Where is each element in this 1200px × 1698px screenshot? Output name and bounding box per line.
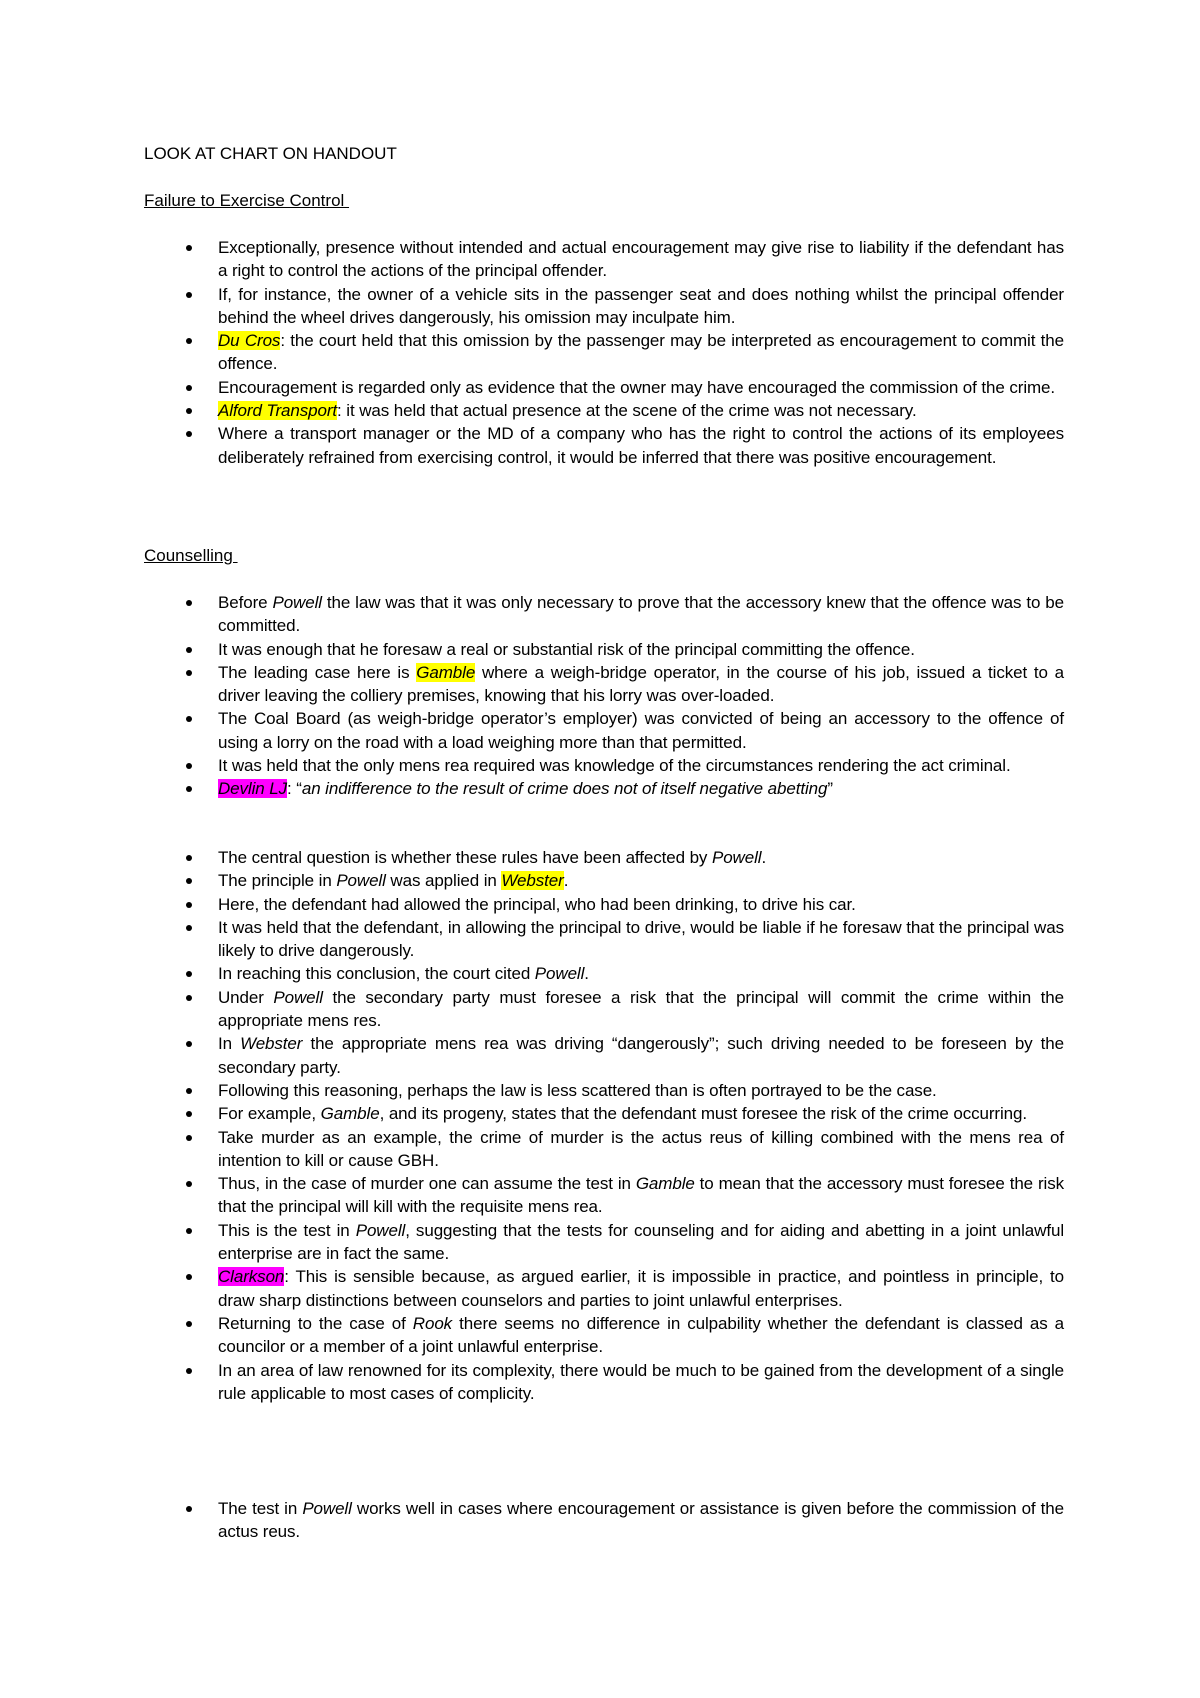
list-item-text: Where a transport manager or the MD of a company who has the right to control the actions of its employees deliberately refrained from exercising control, it would be inferred that there was positive encouragement. (218, 424, 1064, 467)
bullet-icon (186, 338, 192, 344)
case-name: Gamble (635, 1174, 695, 1194)
page-heading: LOOK AT CHART ON HANDOUT (144, 144, 397, 163)
bullet-icon (186, 855, 192, 861)
list-item (144, 754, 1064, 777)
case-name-highlight: Webster (501, 871, 564, 891)
bullet-icon (186, 1274, 192, 1280)
list-item (144, 1359, 1064, 1406)
list-item-text: Before (218, 593, 273, 612)
quotation: an indifference to the result of crime does not of itself negative abetting (301, 779, 828, 799)
list-item-text: . (563, 871, 569, 891)
bullet-icon (186, 1506, 192, 1512)
list-item-text: Encouragement is regarded only as evidence that the owner may have encouraged the commission of the crime. (218, 377, 1056, 397)
list-item-text: Under (218, 987, 274, 1007)
list-item (144, 422, 1064, 469)
list-item (144, 1172, 1064, 1219)
case-name: Powell (711, 848, 762, 867)
bullet-icon (186, 1135, 192, 1141)
section-title-failure-to-exercise-control: Failure to Exercise Control (144, 191, 350, 210)
list-item-text: In reaching this conclusion, the court cited (218, 964, 535, 984)
bullet-icon (186, 670, 192, 676)
list-item (144, 1312, 1064, 1359)
list-item-text: to mean that the accessory must foresee the risk that the principal will kill with the requisite mens rea. (218, 1174, 1064, 1217)
bullet-icon (186, 786, 192, 792)
case-name: Powell (534, 964, 585, 984)
list-item-text: The principle in (218, 871, 337, 891)
list-item-text: the appropriate mens rea was driving “dangerously”; such driving needed to be foreseen by the secondary party. (218, 1034, 1064, 1077)
list-item (144, 1265, 1064, 1312)
case-name: Powell (273, 987, 323, 1007)
list-item (144, 1126, 1064, 1173)
list-item (144, 869, 1064, 892)
bullet-icon (186, 902, 192, 908)
case-name-highlight: Alford Transport (218, 401, 338, 421)
case-name: Powell (272, 593, 322, 612)
bullet-icon (186, 716, 192, 722)
list-item (144, 399, 1064, 422)
list-item-text: , and its progeny, states that the defendant must foresee the risk of the crime occurring. (379, 1104, 1027, 1124)
bullet-icon (186, 878, 192, 884)
list-item-text: In an area of law renowned for its complexity, there would be much to be gained from the development of a single rule applicable to most cases of complicity. (218, 1360, 1064, 1403)
list-item-text: Take murder as an example, the crime of murder is the actus reus of killing combined with the mens rea of intention to kill or cause GBH. (218, 1127, 1064, 1170)
list-item-text: Returning to the case of (218, 1313, 413, 1333)
case-name: Rook (412, 1313, 453, 1333)
list-item-text: where a weigh-bridge operator, in the course of his job, issued a ticket to a driver leaving the colliery premises, knowing that his lorry was over-loaded. (218, 662, 1064, 706)
list-item-text: the law was that it was only necessary to prove that the accessory knew that the offence was to be committed. (218, 593, 1064, 636)
list-item (144, 1497, 1064, 1544)
list-item (144, 376, 1064, 399)
bullet-icon (186, 431, 192, 437)
list-item-text: The test in (218, 1499, 303, 1518)
case-name: Powell (355, 1220, 406, 1240)
list-item-text: If, for instance, the owner of a vehicle sits in the passenger seat and does nothing whilst the principal offender behind the wheel drives dangerously, his omission may inculpate him. (218, 284, 1064, 327)
list-item-text: there seems no difference in culpability whether the defendant is classed as a councilor or a member of a joint unlawful enterprise. (218, 1313, 1064, 1357)
list-item-text: ” (827, 779, 833, 799)
list-item-text: was applied in (385, 871, 502, 891)
bullet-icon (186, 600, 192, 606)
list-item (144, 986, 1064, 1033)
list-item-text: It was held that the only mens rea required was knowledge of the circumstances rendering the act criminal. (218, 756, 1011, 776)
list-item-text: It was enough that he foresaw a real or substantial risk of the principal committing the offence. (218, 639, 915, 659)
case-name: Gamble (320, 1104, 380, 1124)
list-item (144, 236, 1064, 283)
bullet-icon (186, 1088, 192, 1094)
list-item-text: , suggesting that the tests for counseling and for aiding and abetting in a joint unlawful enterprise are in fact the same. (218, 1220, 1064, 1264)
list-item (144, 1219, 1064, 1266)
list-item (144, 1032, 1064, 1079)
bullet-icon (186, 245, 192, 251)
list-item (144, 916, 1064, 963)
list-item-text: works well in cases where encouragement or assistance is given before the commission of the actus reus. (218, 1499, 1064, 1542)
bullet-icon (186, 1368, 192, 1374)
case-name: Powell (336, 871, 386, 891)
bullet-list-counselling (144, 591, 1064, 801)
bullet-icon (186, 1181, 192, 1187)
bullet-list-closing (144, 1497, 1064, 1544)
case-name: Webster (240, 1034, 303, 1054)
list-item-text: : “ (287, 779, 302, 799)
bullet-icon (186, 1041, 192, 1047)
list-item (144, 1079, 1064, 1102)
list-item (144, 661, 1064, 708)
list-item-text: : it was held that actual presence at the scene of the crime was not necessary. (337, 401, 917, 421)
list-item-text: : This is sensible because, as argued earlier, it is impossible in practice, and pointless in principle, to draw sharp distinctions between counselors and parties to joint unlawful enterprises. (218, 1267, 1064, 1310)
bullet-icon (186, 647, 192, 653)
bullet-list-powell-analysis (144, 846, 1064, 1405)
list-item (144, 707, 1064, 754)
bullet-icon (186, 385, 192, 391)
list-item-text: : the court held that this omission by the passenger may be interpreted as encouragement to commit the offence. (218, 331, 1064, 374)
bullet-icon (186, 408, 192, 414)
list-item (144, 1102, 1064, 1125)
list-item-text: Thus, in the case of murder one can assume the test in (218, 1174, 636, 1194)
list-item-text: The Coal Board (as weigh-bridge operator’s employer) was convicted of being an accessory to the offence of using a lorry on the road with a load weighing more than that permitted. (218, 709, 1064, 752)
list-item-text: . (761, 848, 767, 867)
list-item-text: . (584, 964, 589, 984)
judge-name-highlight: Devlin LJ (218, 779, 288, 799)
list-item (144, 638, 1064, 661)
list-item-text: The central question is whether these rules have been affected by (218, 848, 712, 867)
list-item (144, 962, 1064, 985)
list-item-text: For example, (218, 1104, 321, 1124)
case-name-highlight: Gamble (416, 662, 476, 682)
list-item (144, 591, 1064, 638)
list-item-text: the secondary party must foresee a risk that the principal will commit the crime within the appropriate mens res. (218, 987, 1064, 1031)
list-item-text: Here, the defendant had allowed the principal, who had been drinking, to drive his car. (218, 894, 856, 914)
case-name-highlight: Clarkson (218, 1267, 285, 1287)
list-item-text: The leading case here is (218, 662, 417, 682)
list-item-text: This is the test in (218, 1220, 356, 1240)
list-item (144, 893, 1064, 916)
bullet-icon (186, 925, 192, 931)
list-item-text: Following this reasoning, perhaps the law is less scattered than is often portrayed to be the case. (218, 1080, 937, 1100)
bullet-icon (186, 995, 192, 1001)
bullet-icon (186, 1228, 192, 1234)
list-item (144, 329, 1064, 376)
bullet-icon (186, 1111, 192, 1117)
list-item (144, 846, 1064, 869)
bullet-icon (186, 763, 192, 769)
section-title-counselling: Counselling (144, 546, 238, 565)
list-item-text: It was held that the defendant, in allowing the principal to drive, would be liable if he foresaw that the principal was likely to drive dangerously. (218, 917, 1064, 961)
bullet-list-failure-to-exercise-control (144, 236, 1064, 469)
case-name-highlight: Du Cros (218, 331, 281, 351)
bullet-icon (186, 1321, 192, 1327)
list-item (144, 777, 1064, 800)
bullet-icon (186, 971, 192, 977)
bullet-icon (186, 292, 192, 298)
case-name: Powell (302, 1499, 352, 1518)
list-item (144, 283, 1064, 330)
list-item-text: In (218, 1034, 241, 1054)
list-item-text: Exceptionally, presence without intended and actual encouragement may give rise to liability if the defendant has a right to control the actions of the principal offender. (218, 238, 1064, 281)
